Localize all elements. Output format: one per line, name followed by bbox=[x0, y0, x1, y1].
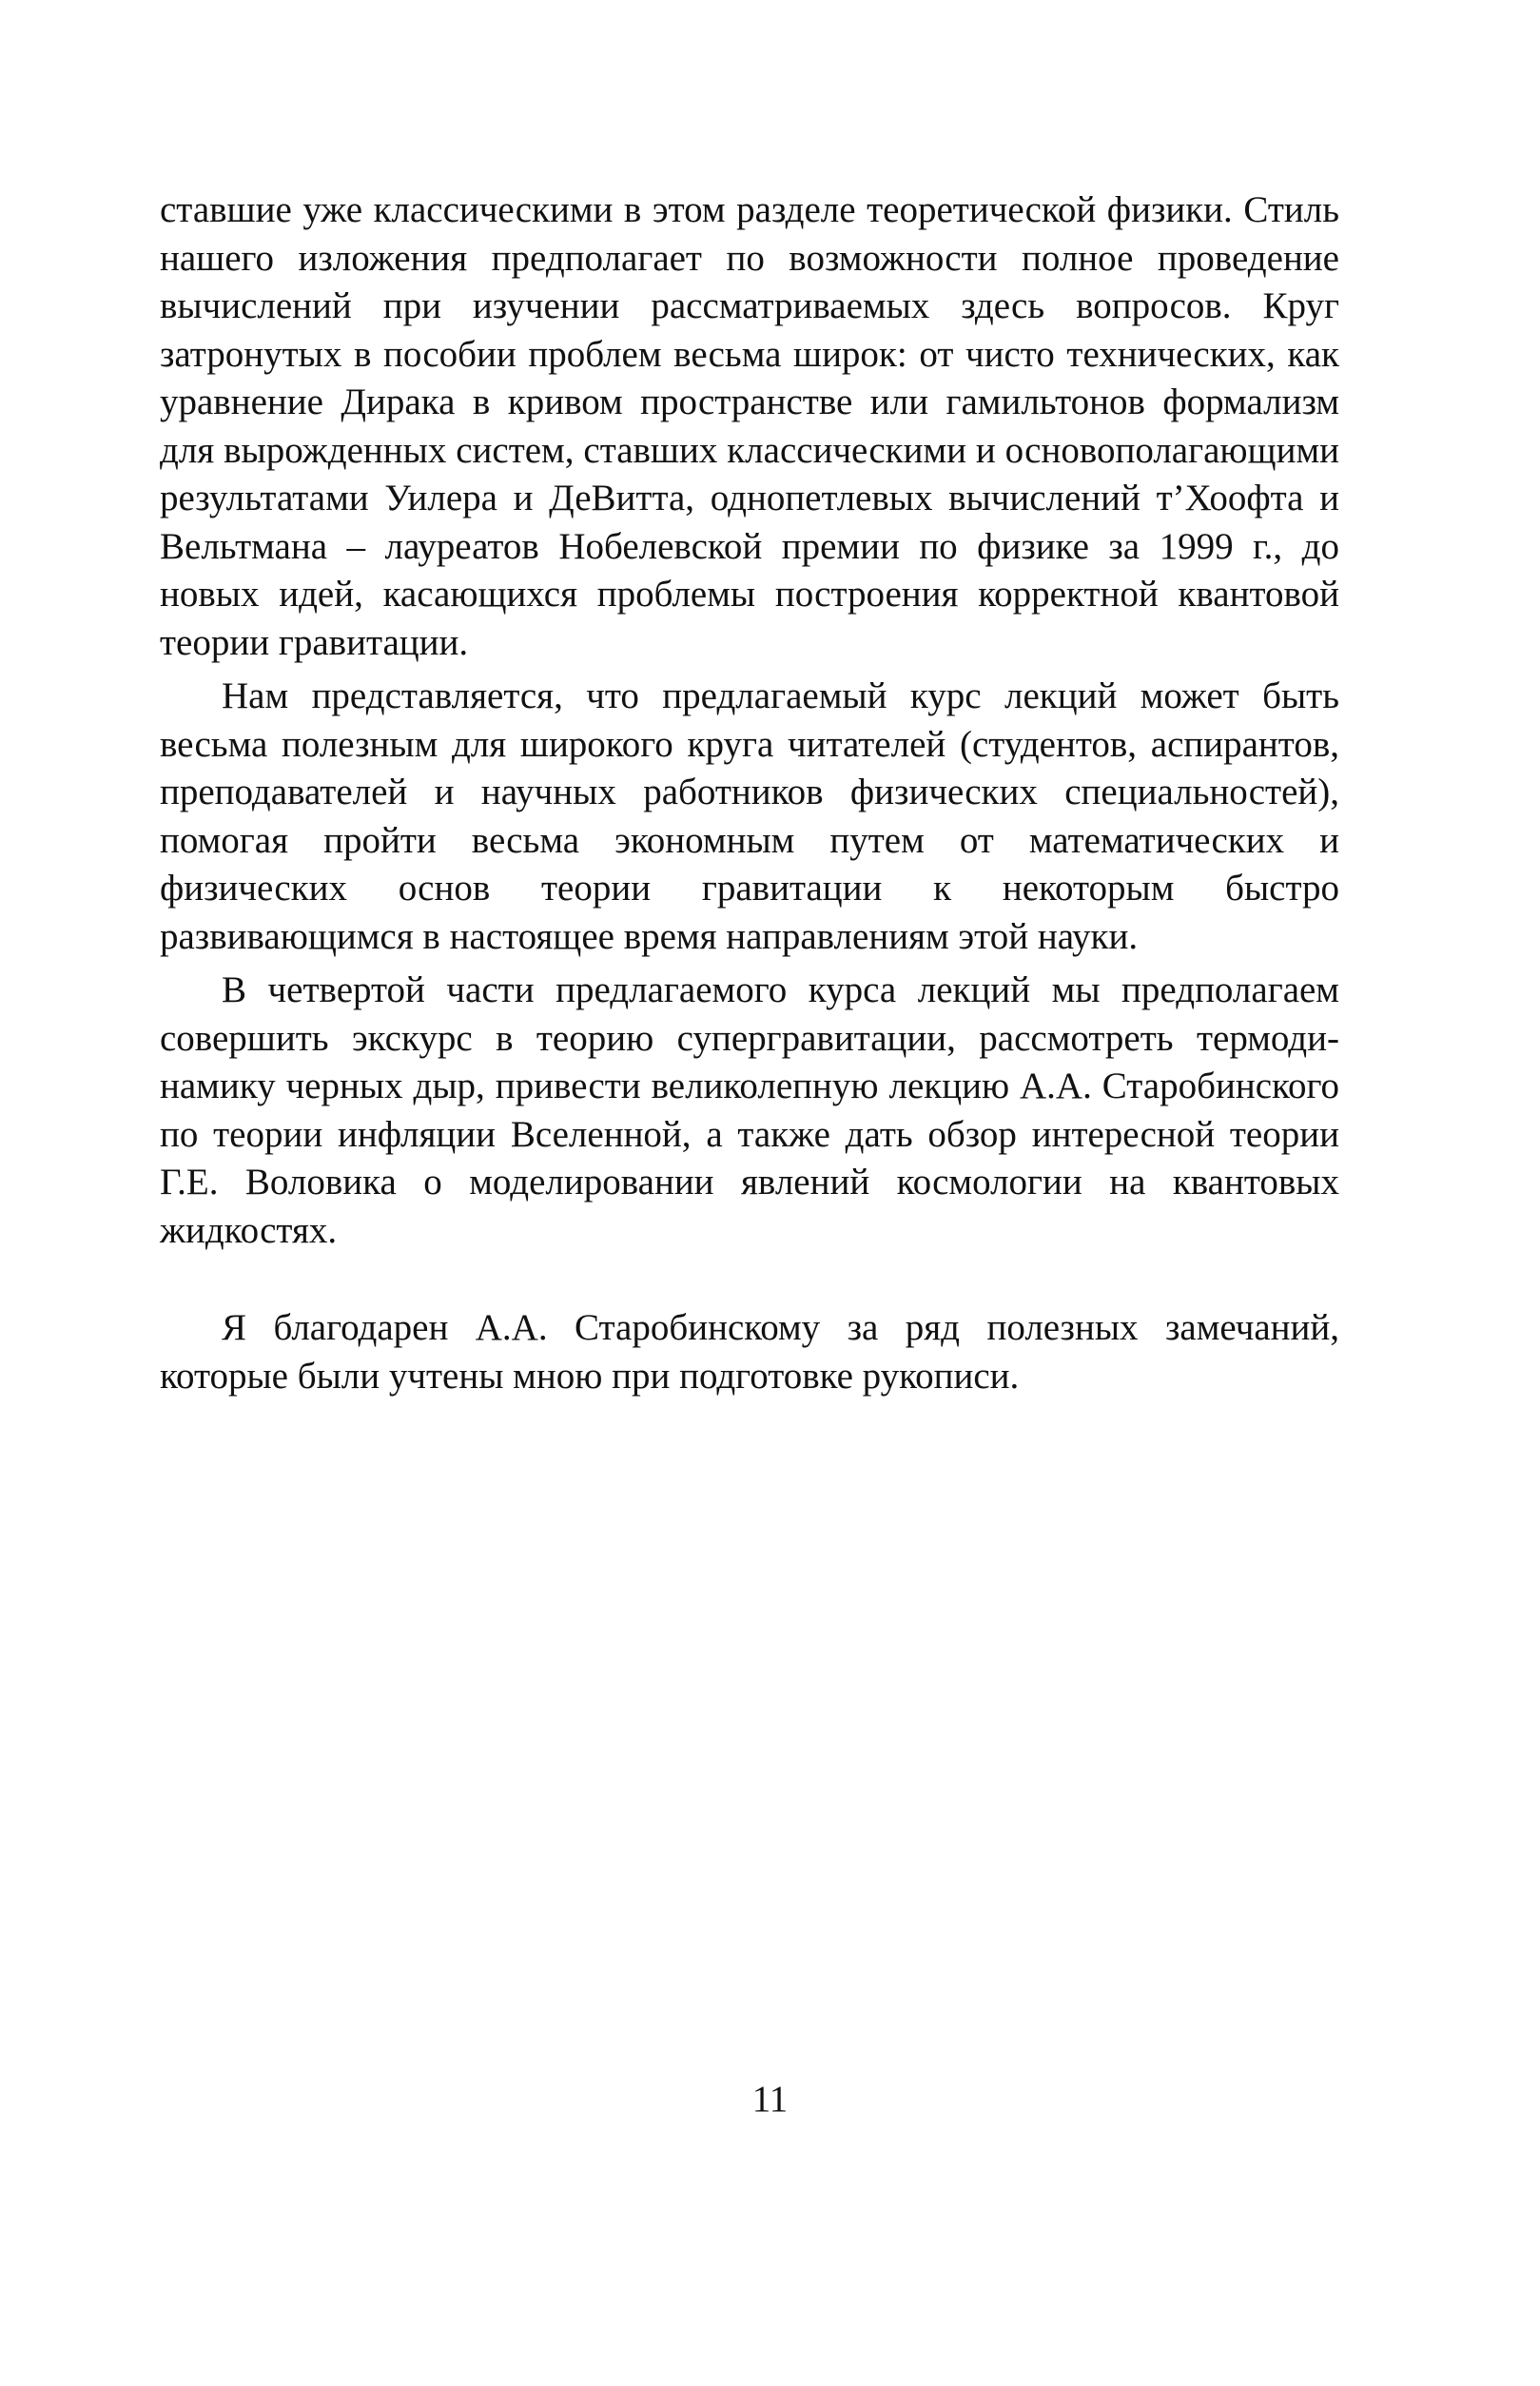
page-number: 11 bbox=[751, 2079, 789, 2120]
paragraph-fourth-part: В четвертой части предлагаемого курса лекций мы предполагаем совершить экскурс в теорию супергравитации, рассмотреть термодинамику черных дыр, привести великолепную лекцию А.А. Старобинского по теории инфляции Вселенной, а также дать обзор интересной теории Г.Е. Воловика о моделировании явлений космологии на квантовых жидкостях. bbox=[160, 969, 1339, 1251]
paragraph-continuation: ставшие уже классическими в этом разделе теоретической физики. Стиль нашего изложения предполагает по возможности полное проведение вычислений при изучении рассматриваемых здесь вопросов. Круг затронутых в пособии проблем весьма широк: от чисто технических, как уравнение Дирака в кривом пространстве или гамильтонов формализм для вырожденных систем, ставших классическими и основополагающими результатами Уилера и ДеВитта, однопетлевых вычислений т’Хоофта и Вельтмана – лауреатов Нобелевской премии по физике за 1999 г., до новых идей, касающихся проблемы построения корректной квантовой теории гравитации. bbox=[160, 189, 1339, 663]
paragraph-course-usefulness: Нам представляется, что предлагаемый курс лекций может быть весьма полезным для широкого круга читателей (студентов, аспирантов, преподавателей и научных работников физических специальностей), помогая пройти весьма экономным путем от математических и физических основ теории гравитации к некоторым быстро развивающимся в настоящее время направлениям этой науки. bbox=[160, 675, 1339, 957]
body-text bbox=[160, 186, 1339, 1400]
acknowledgement: Я благодарен А.А. Старобинскому за ряд полезных замечаний, которые были учтены мною при подготовке рукописи. bbox=[160, 1307, 1339, 1397]
